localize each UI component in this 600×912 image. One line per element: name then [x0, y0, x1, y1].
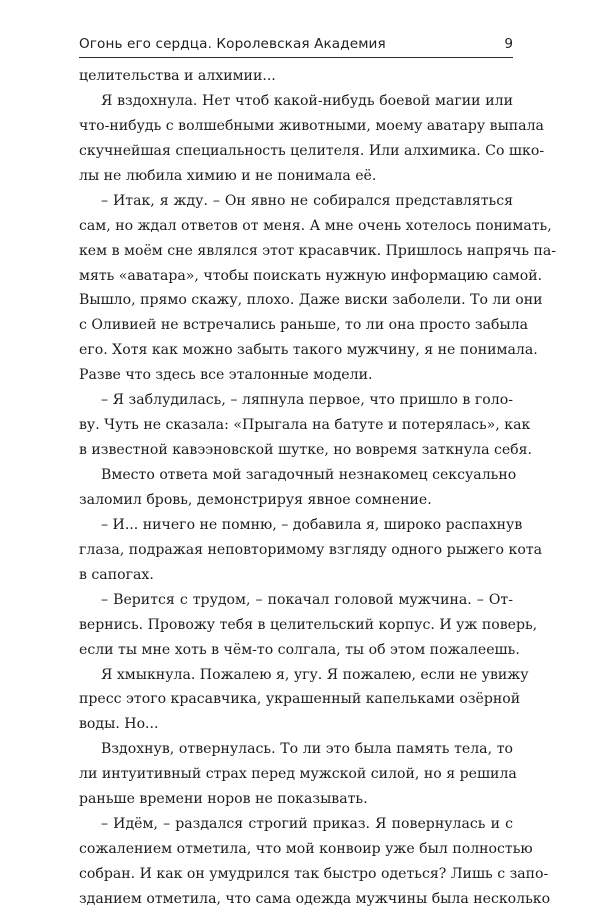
- text-line: кем в моём сне являлся этот красавчик. Пришлось напрячь па-: [79, 242, 557, 259]
- text-line: Вышло, прямо скажу, плохо. Даже виски заболели. То ли они: [79, 292, 543, 309]
- text-line: глаза, подражая неповторимому взгляду одного рыжего кота: [79, 541, 543, 558]
- text-line: – Я заблудилась, – ляпнула первое, что пришло в голо-: [101, 392, 513, 409]
- text-line: что-нибудь с волшебными животными, моему аватару выпала: [79, 117, 544, 134]
- header-rule: [79, 57, 513, 58]
- text-line: сожалением отметила, что мой конвоир уже был полностью: [79, 841, 533, 858]
- text-line: – Идём, – раздался строгий приказ. Я повернулась и с: [101, 816, 513, 833]
- text-line: зданием отметила, что сама одежда мужчины была несколько: [79, 890, 551, 907]
- text-line: Я вздохнула. Нет чтоб какой-нибудь боевой магии или: [101, 92, 513, 109]
- text-line: заломил бровь, демонстрируя явное сомнение.: [79, 491, 432, 508]
- text-line: собран. И как он умудрился так быстро одеться? Лишь с запо-: [79, 866, 549, 882]
- text-line: в сапогах.: [79, 566, 154, 583]
- text-line: Я хмыкнула. Пожалею я, угу. Я пожалею, если не увижу: [101, 666, 529, 683]
- text-line: раньше времени норов не показывать.: [79, 791, 368, 808]
- text-line: в известной кавээновской шутке, но вовремя заткнула себя.: [79, 442, 533, 459]
- text-line: Вместо ответа мой загадочный незнакомец сексуально: [101, 467, 517, 483]
- text-line: воды. Но...: [79, 716, 159, 733]
- text-line: с Оливией не встречались раньше, то ли она просто забыла: [79, 317, 529, 334]
- text-line: ву. Чуть не сказала: «Прыгала на батуте и потерялась», как: [79, 417, 531, 434]
- text-line: – И... ничего не помню, – добавила я, широко распахнув: [101, 516, 523, 533]
- page-number: 9: [504, 36, 513, 52]
- running-title: Огонь его сердца. Королевская Академия: [79, 36, 386, 52]
- text-line: ли интуитивный страх перед мужской силой, но я решила: [79, 766, 517, 783]
- text-line: вернись. Провожу тебя в целительский корпус. И уж поверь,: [79, 616, 538, 633]
- text-line: – Итак, я жду. – Он явно не собирался представляться: [101, 192, 513, 209]
- text-line: мять «аватара», чтобы поискать нужную информацию самой.: [79, 267, 543, 284]
- text-line: если ты мне хоть в чём-то солгала, ты об этом пожалеешь.: [79, 641, 520, 658]
- text-line: пресс этого красавчика, украшенный капельками озёрной: [79, 691, 521, 708]
- text-line: Разве что здесь все эталонные модели.: [79, 367, 373, 384]
- text-line: лы не любила химию и не понимала её.: [79, 167, 377, 184]
- running-header: [79, 34, 513, 56]
- text-line: целительства и алхимии...: [79, 68, 276, 84]
- text-line: сам, но ждал ответов от меня. А мне очень хотелось понимать,: [79, 217, 552, 234]
- text-line: – Верится с трудом, – покачал головой мужчина. – От-: [101, 591, 513, 608]
- text-line: Вздохнув, отвернулась. То ли это была память тела, то: [101, 741, 513, 758]
- body-text: [79, 64, 557, 912]
- text-line: его. Хотя как можно забыть такого мужчину, я не понимала.: [79, 342, 538, 359]
- text-line: скучнейшая специальность целителя. Или алхимика. Со шко-: [79, 142, 545, 159]
